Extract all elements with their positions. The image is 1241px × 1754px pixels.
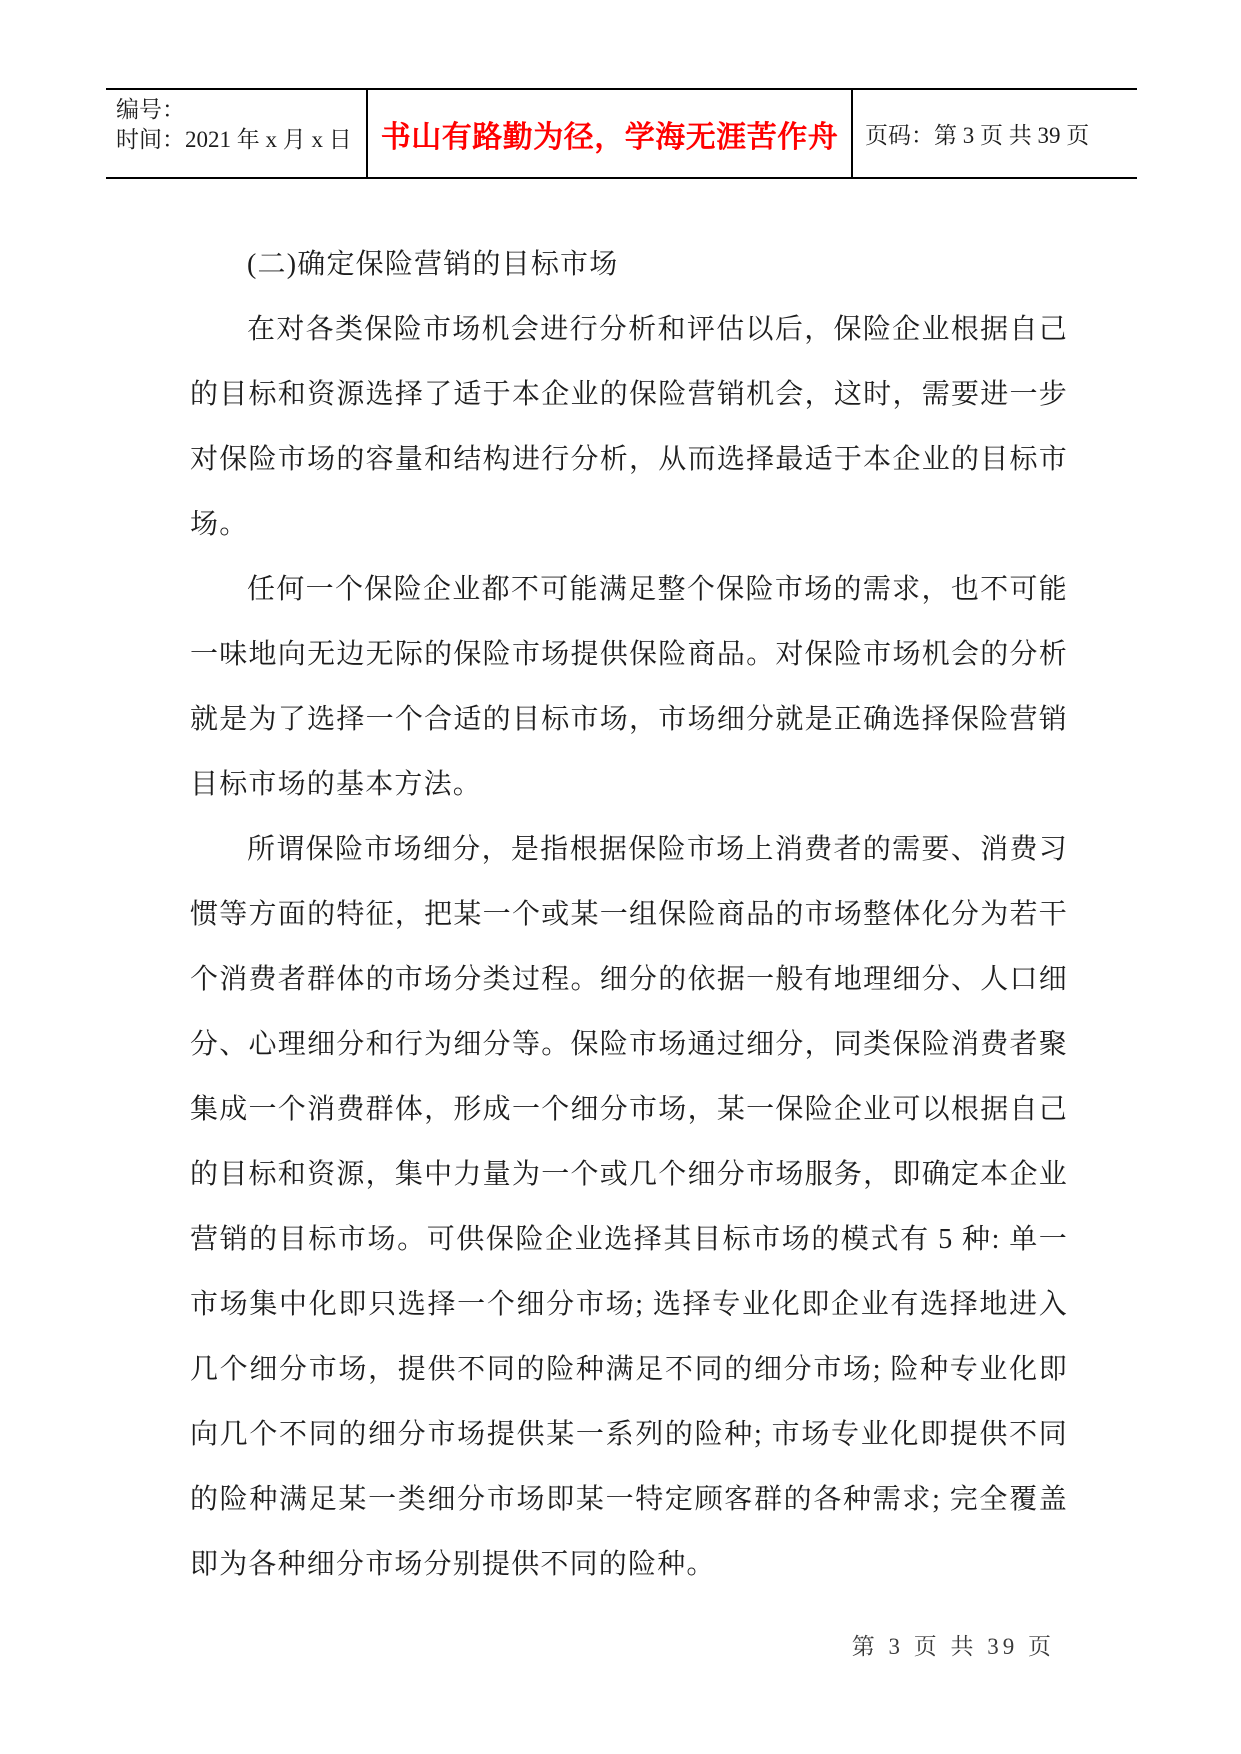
text-line: 在对各类保险市场机会进行分析和评估以后，保险企业根据自己	[247, 314, 1068, 345]
text-line: 即为各种细分市场分别提供不同的险种。	[190, 1549, 716, 1580]
text-line: 任何一个保险企业都不可能满足整个保险市场的需求，也不可能	[247, 574, 1068, 605]
header-time-label: 时间：2021 年 x 月 x 日	[116, 127, 352, 152]
text-line: 集成一个消费群体，形成一个细分市场，某一保险企业可以根据自己	[190, 1094, 1068, 1125]
header-motto-text: 书山有路勤为径，学海无涯苦作舟	[380, 120, 839, 154]
text-line: 目标市场的基本方法。	[190, 769, 483, 800]
text-line: 对保险市场的容量和结构进行分析，从而选择最适于本企业的目标市	[190, 444, 1068, 475]
text-line: 惯等方面的特征，把某一个或某一组保险商品的市场整体化分为若干	[190, 899, 1068, 930]
text-line: 的目标和资源，集中力量为一个或几个细分市场服务，即确定本企业	[190, 1159, 1068, 1190]
footer-page-number: 第 3 页 共 39 页	[851, 1634, 1055, 1659]
header-number-label: 编号：	[116, 97, 185, 122]
text-line: 所谓保险市场细分，是指根据保险市场上消费者的需要、消费习	[247, 834, 1068, 865]
header-motto-cell	[368, 90, 853, 177]
text-line: 向几个不同的细分市场提供某一系列的险种; 市场专业化即提供不同	[190, 1419, 1068, 1450]
text-line: 营销的目标市场。可供保险企业选择其目标市场的模式有 5 种: 单一	[190, 1224, 1068, 1255]
header-table	[106, 88, 1137, 179]
text-line: 市场集中化即只选择一个细分市场; 选择专业化即企业有选择地进入	[190, 1289, 1068, 1320]
text-line: 个消费者群体的市场分类过程。细分的依据一般有地理细分、人口细	[190, 964, 1068, 995]
text-line: 几个细分市场，提供不同的险种满足不同的细分市场; 险种专业化即	[190, 1354, 1068, 1385]
text-line: 就是为了选择一个合适的目标市场，市场细分就是正确选择保险营销	[190, 704, 1068, 735]
header-pageinfo-cell	[853, 90, 1137, 177]
text-line: 的险种满足某一类细分市场即某一特定顾客群的各种需求; 完全覆盖	[190, 1484, 1068, 1515]
document-body	[190, 232, 1068, 1597]
text-line: 一味地向无边无际的保险市场提供保险商品。对保险市场机会的分析	[190, 639, 1068, 670]
text-line: 分、心理细分和行为细分等。保险市场通过细分，同类保险消费者聚	[190, 1029, 1068, 1060]
section-heading: (二)确定保险营销的目标市场	[247, 249, 619, 280]
header-pageinfo-text: 页码：第 3 页 共 39 页	[865, 123, 1090, 148]
text-line: 场。	[190, 509, 249, 540]
text-line: 的目标和资源选择了适于本企业的保险营销机会，这时，需要进一步	[190, 379, 1068, 410]
header-meta-cell	[106, 90, 368, 177]
